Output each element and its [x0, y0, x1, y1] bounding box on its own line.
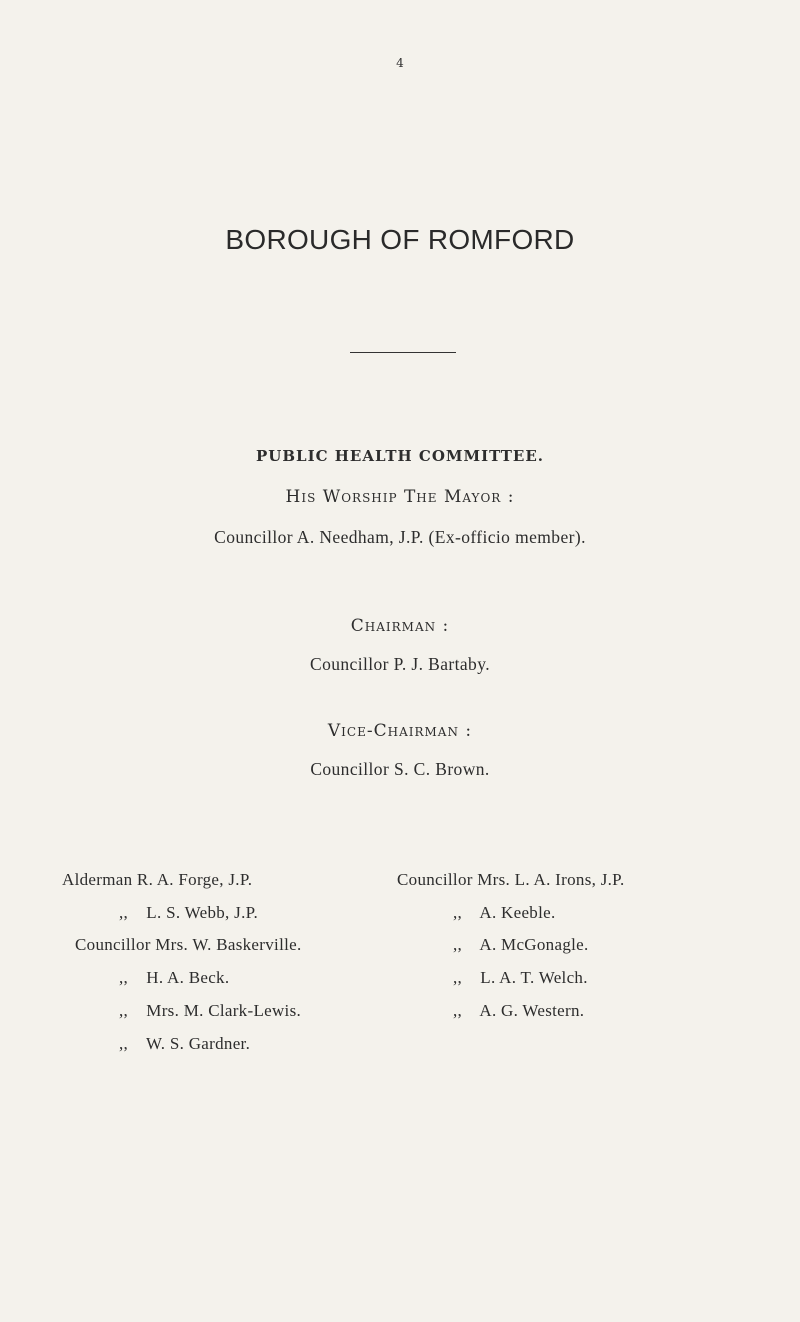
member-right-1: Councillor Mrs. L. A. Irons, J.P. — [397, 870, 625, 889]
committee-heading: PUBLIC HEALTH COMMITTEE. — [256, 447, 544, 465]
member-left-3: Councillor Mrs. W. Baskerville. — [75, 935, 302, 954]
member-right-2: ,, A. Keeble. — [453, 903, 556, 922]
vice-chairman-name: Councillor S. C. Brown. — [310, 759, 490, 779]
member-left-5: ,, Mrs. M. Clark-Lewis. — [119, 1001, 302, 1020]
chairman-heading: Chairman : — [350, 616, 450, 636]
page-title: BOROUGH OF ROMFORD — [225, 224, 575, 255]
member-right-4: ,, L. A. T. Welch. — [453, 968, 588, 987]
chairman-name: Councillor P. J. Bartaby. — [310, 654, 490, 674]
member-left-6: ,, W. S. Gardner. — [119, 1034, 251, 1053]
title-divider — [350, 352, 456, 353]
member-right-3: ,, A. McGonagle. — [453, 935, 589, 954]
member-left-2: ,, L. S. Webb, J.P. — [119, 903, 259, 922]
mayor-heading: His Worship The Mayor : — [285, 487, 515, 507]
mayor-name: Councillor A. Needham, J.P. (Ex-officio member). — [214, 527, 586, 547]
member-left-4: ,, H. A. Beck. — [119, 968, 230, 987]
page-number: 4 — [396, 56, 404, 70]
vice-chairman-heading: Vice-Chairman : — [327, 721, 473, 741]
member-right-5: ,, A. G. Western. — [453, 1001, 585, 1020]
member-left-1: Alderman R. A. Forge, J.P. — [62, 870, 253, 889]
